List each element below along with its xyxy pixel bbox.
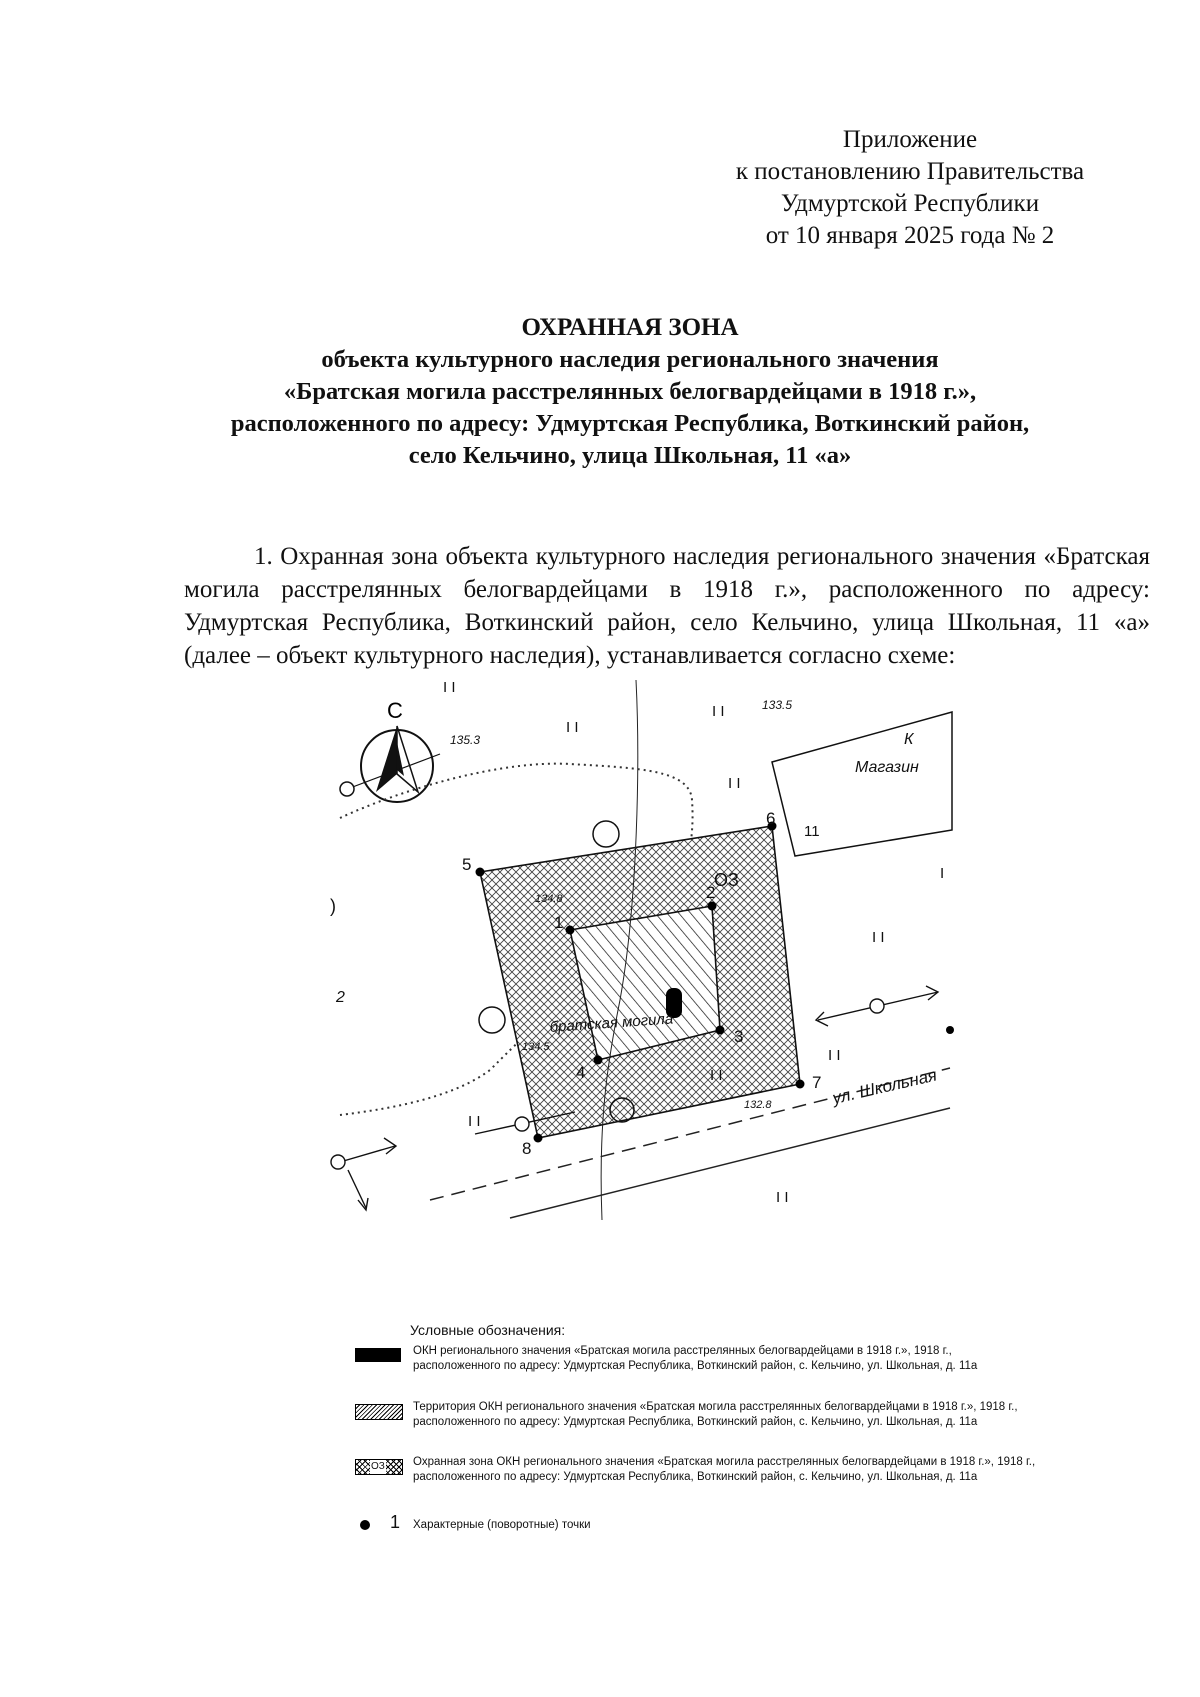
point-label: 3	[734, 1027, 744, 1046]
point-number: 1	[390, 1512, 401, 1532]
hatch-swatch-icon	[355, 1404, 403, 1420]
legend-text: ОКН регионального значения «Братская могила расстрелянных белогвардейцами в 1918 г.», 1918 г., расположенного по адресу: Удмуртская Республика, Воткинский район, с. Кельчино, ул. Школьная, д. 11а	[413, 1345, 978, 1372]
protection-zone-scheme	[330, 679, 1060, 1320]
crosshatch-swatch-icon	[355, 1459, 403, 1475]
grass-mark: I I	[728, 775, 741, 792]
direction-arrow-icon	[816, 986, 938, 1026]
appendix-header	[700, 124, 1120, 252]
appendix-date: от 10 января 2025 года № 2	[765, 222, 1055, 249]
shop-name: Магазин	[855, 759, 919, 776]
map-paren: )	[330, 896, 336, 916]
appendix-line: Удмуртской Республики	[780, 190, 1040, 217]
zone-code: ОЗ	[371, 1461, 385, 1472]
grass-mark: I I	[443, 679, 456, 696]
legend-title: Условные обозначения:	[410, 1322, 566, 1338]
grass-mark: I I	[828, 1047, 841, 1064]
shop-letter: К	[904, 731, 914, 748]
solid-fill-swatch-icon	[355, 1348, 401, 1362]
point-label: 1	[554, 913, 564, 932]
north-label: С	[387, 698, 403, 723]
document-title	[150, 312, 1110, 472]
elevation-label: 132.8	[744, 1099, 772, 1111]
paragraph-1: 1. Охранная зона объекта культурного наследия регионального значения «Братская могила расстрелянных белогвардейцами в 1918 г.», расположенного по адресу: Удмуртская Республика, Воткинский район, село Кельчино, улица Школьная, 11 «а» (далее – объект культурного наследия), устанавливается согласно схеме:	[184, 543, 1150, 669]
map-marker-2: 2	[336, 989, 345, 1006]
point-label: 6	[766, 809, 776, 828]
shop-building	[772, 712, 952, 856]
title-line: расположенного по адресу: Удмуртская Республика, Воткинский район,	[230, 410, 1030, 437]
point-label: 2	[706, 883, 716, 902]
dotted-boundary	[340, 764, 693, 860]
zone-code-label: ОЗ	[714, 870, 739, 890]
title-line: объекта культурного наследия регионального значения	[321, 346, 939, 373]
grass-mark: I I	[710, 1067, 723, 1084]
shop-number: 11	[804, 823, 820, 840]
point-dot-icon	[360, 1520, 370, 1530]
direction-arrow-icon	[331, 1138, 396, 1210]
point-label: 8	[522, 1139, 532, 1158]
appendix-line: к постановлению Правительства	[735, 158, 1085, 185]
body-section	[184, 540, 1150, 672]
point-label: 7	[812, 1073, 822, 1092]
legend-text: Охранная зона ОКН регионального значения «Братская могила расстрелянных белогвардейцами в 1918 г.», 1918 г., расположенного по адресу: Удмуртская Республика, Воткинский район, с. Кельчино, ул. Школьная, д. 11а	[413, 1456, 1036, 1483]
tree-icon	[479, 1007, 505, 1033]
legend-text: Характерные (поворотные) точки	[413, 1519, 591, 1531]
legend-text: Территория ОКН регионального значения «Братская могила расстрелянных белогвардейцами в 1918 г.», 1918 г., расположенного по адресу: Удмуртская Республика, Воткинский район, с. Кельчино, ул. Школьная, д. 11а	[413, 1401, 1018, 1428]
title-line: село Кельчино, улица Школьная, 11 «а»	[408, 442, 852, 469]
grave-label: братская могила	[549, 1010, 674, 1036]
grass-mark: I I	[566, 719, 579, 736]
elevation-label: 134.8	[535, 893, 563, 905]
grass-mark: I I	[872, 929, 885, 946]
tree-icon	[593, 821, 619, 847]
grass-mark: I I	[468, 1113, 481, 1130]
elevation-label: 134.5	[522, 1041, 550, 1053]
street-label: ул. Школьная	[830, 1065, 939, 1108]
appendix-line: Приложение	[842, 126, 978, 153]
grass-mark: I I	[712, 703, 725, 720]
grass-mark: I	[940, 865, 945, 882]
point-label: 5	[462, 855, 472, 874]
elevation-label: 135.3	[450, 733, 481, 747]
title-line: «Братская могила расстрелянных белогвардейцами в 1918 г.»,	[283, 378, 977, 405]
point-label: 4	[576, 1063, 586, 1082]
elevation-label: 133.5	[762, 698, 793, 712]
grass-mark: I I	[776, 1189, 789, 1206]
title-main: ОХРАННАЯ ЗОНА	[521, 314, 739, 341]
north-arrow-icon	[340, 726, 440, 802]
